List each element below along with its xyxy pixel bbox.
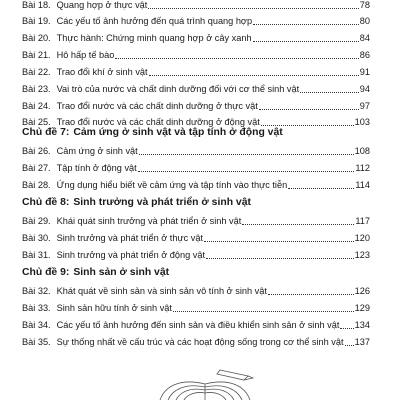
entry-number: Bài 29. [22,216,51,226]
dot-leader [206,258,354,259]
toc-entry-bai-22[interactable] [22,65,370,78]
entry-page-number: 108 [354,146,370,156]
dot-leader [268,294,354,295]
entry-number: Bài 24. [22,101,51,111]
toc-entry-bai-18[interactable] [22,0,370,11]
chapter-label: Chủ đề 8: [22,197,70,208]
entry-title: Các yếu tố ảnh hưởng đến sinh sản và điều khiển sinh sản ở sinh vật [56,320,340,330]
dot-leader [242,224,354,225]
entry-number: Bài 25. [22,117,51,127]
toc-entry-bai-27[interactable] [22,161,370,174]
toc-entry-bai-20[interactable] [22,31,370,44]
dot-leader [345,345,354,346]
entry-page-number: 91 [359,67,370,77]
chapter-title: Sinh sản ở sinh vật [73,267,170,278]
chapter-heading-9[interactable] [22,266,370,279]
entry-number: Bài 31. [22,250,51,260]
toc-entry-bai-21[interactable] [22,48,370,61]
dot-leader [149,75,359,76]
open-book-icon [120,356,290,400]
toc-entry-bai-19[interactable] [22,14,370,27]
toc-entry-bai-24[interactable] [22,99,370,112]
entry-number: Bài 33. [22,303,51,313]
entry-page-number: 112 [355,163,370,173]
dot-leader [115,58,358,59]
toc-entry-bai-30[interactable] [22,231,370,244]
dot-leader [288,188,354,189]
entry-number: Bài 20. [22,33,51,43]
toc-entry-bai-31[interactable] [22,248,370,261]
entry-number: Bài 27. [22,163,51,173]
entry-title: Sự thống nhất về cấu trúc và các hoạt động sống trong cơ thể sinh vật [56,337,344,347]
entry-number: Bài 19. [22,16,51,26]
entry-title: Thực hành: Chứng minh quang hợp ở cây xanh [56,33,252,43]
entry-title: Trao đổi nước và các chất dinh dưỡng ở thực vật [56,101,258,111]
entry-number: Bài 32. [22,286,51,296]
dot-leader [139,154,354,155]
entry-page-number: 117 [355,216,370,226]
entry-page-number: 80 [359,16,370,26]
entry-number: Bài 28. [22,180,51,190]
entry-title: Cảm ứng ở sinh vật [56,146,138,156]
toc-entry-bai-32[interactable] [22,284,370,297]
dot-leader [138,171,355,172]
entry-number: Bài 26. [22,146,51,156]
entry-title: Khái quát sinh trưởng và phát triển ở sinh vật [56,216,242,226]
chapter-heading-8[interactable] [22,196,370,209]
toc-entry-bai-28[interactable] [22,178,370,191]
entry-page-number: 78 [359,0,370,10]
entry-number: Bài 21. [22,50,51,60]
toc-entry-bai-26[interactable] [22,144,370,157]
entry-number: Bài 23. [22,84,51,94]
dot-leader [204,241,354,242]
entry-number: Bài 34. [22,320,51,330]
entry-page-number: 97 [359,101,370,111]
chapter-title: Cảm ứng ở sinh vật và tập tính ở động vật [73,127,283,138]
toc-entry-bai-23[interactable] [22,82,370,95]
chapter-heading-7[interactable] [22,126,370,139]
entry-page-number: 120 [354,233,370,243]
toc-entry-bai-35[interactable] [22,335,370,348]
entry-title: Hô hấp tế bào [56,50,115,60]
entry-title: Tập tính ở động vật [56,163,137,173]
entry-number: Bài 35. [22,337,51,347]
entry-page-number: 134 [354,320,370,330]
entry-page-number: 126 [354,286,370,296]
entry-title: Khát quát về sinh sản và sinh sản vô tính ở sinh vật [56,286,267,296]
dot-leader [300,92,359,93]
toc-entry-bai-34[interactable] [22,318,370,331]
entry-title: Sinh trưởng và phát triển ở động vật [56,250,206,260]
chapter-title: Sinh trưởng và phát triển ở sinh vật [73,197,251,208]
dot-leader [148,8,358,9]
dot-leader [340,328,353,329]
entry-title: Ứng dụng hiểu biết về cảm ứng và tập tính vào thực tiễn [56,180,288,190]
entry-page-number: 86 [359,50,370,60]
entry-title: Các yếu tố ảnh hưởng đến quá trình quang hợp [56,16,253,26]
dot-leader [173,311,354,312]
entry-title: Trao đổi nước và các chất dinh dưỡng ở động vật [56,117,260,127]
entry-title: Sinh trưởng và phát triển ở thực vật [56,233,204,243]
chapter-label: Chủ đề 7: [22,127,70,138]
entry-page-number: 94 [359,84,370,94]
toc-entry-bai-29[interactable] [22,214,370,227]
entry-title: Trao đổi khí ở sinh vật [56,67,148,77]
dot-leader [259,109,359,110]
entry-number: Bài 22. [22,67,51,77]
entry-number: Bài 30. [22,233,51,243]
entry-title: Quang hợp ở thực vật [56,0,148,10]
entry-page-number: 123 [354,250,370,260]
dot-leader [253,24,359,25]
entry-page-number: 84 [359,33,370,43]
toc-entry-bai-33[interactable] [22,301,370,314]
entry-number: Bài 18. [22,0,51,10]
entry-title: Sinh sản hữu tính ở sinh vật [56,303,172,313]
entry-page-number: 129 [354,303,370,313]
entry-page-number: 114 [355,180,370,190]
entry-page-number: 137 [354,337,370,347]
chapter-label: Chủ đề 9: [22,267,70,278]
entry-title: Vai trò của nước và chất dinh dưỡng đối với cơ thể sinh vật [56,84,300,94]
entry-page-number: 103 [354,117,370,127]
dot-leader [253,41,359,42]
